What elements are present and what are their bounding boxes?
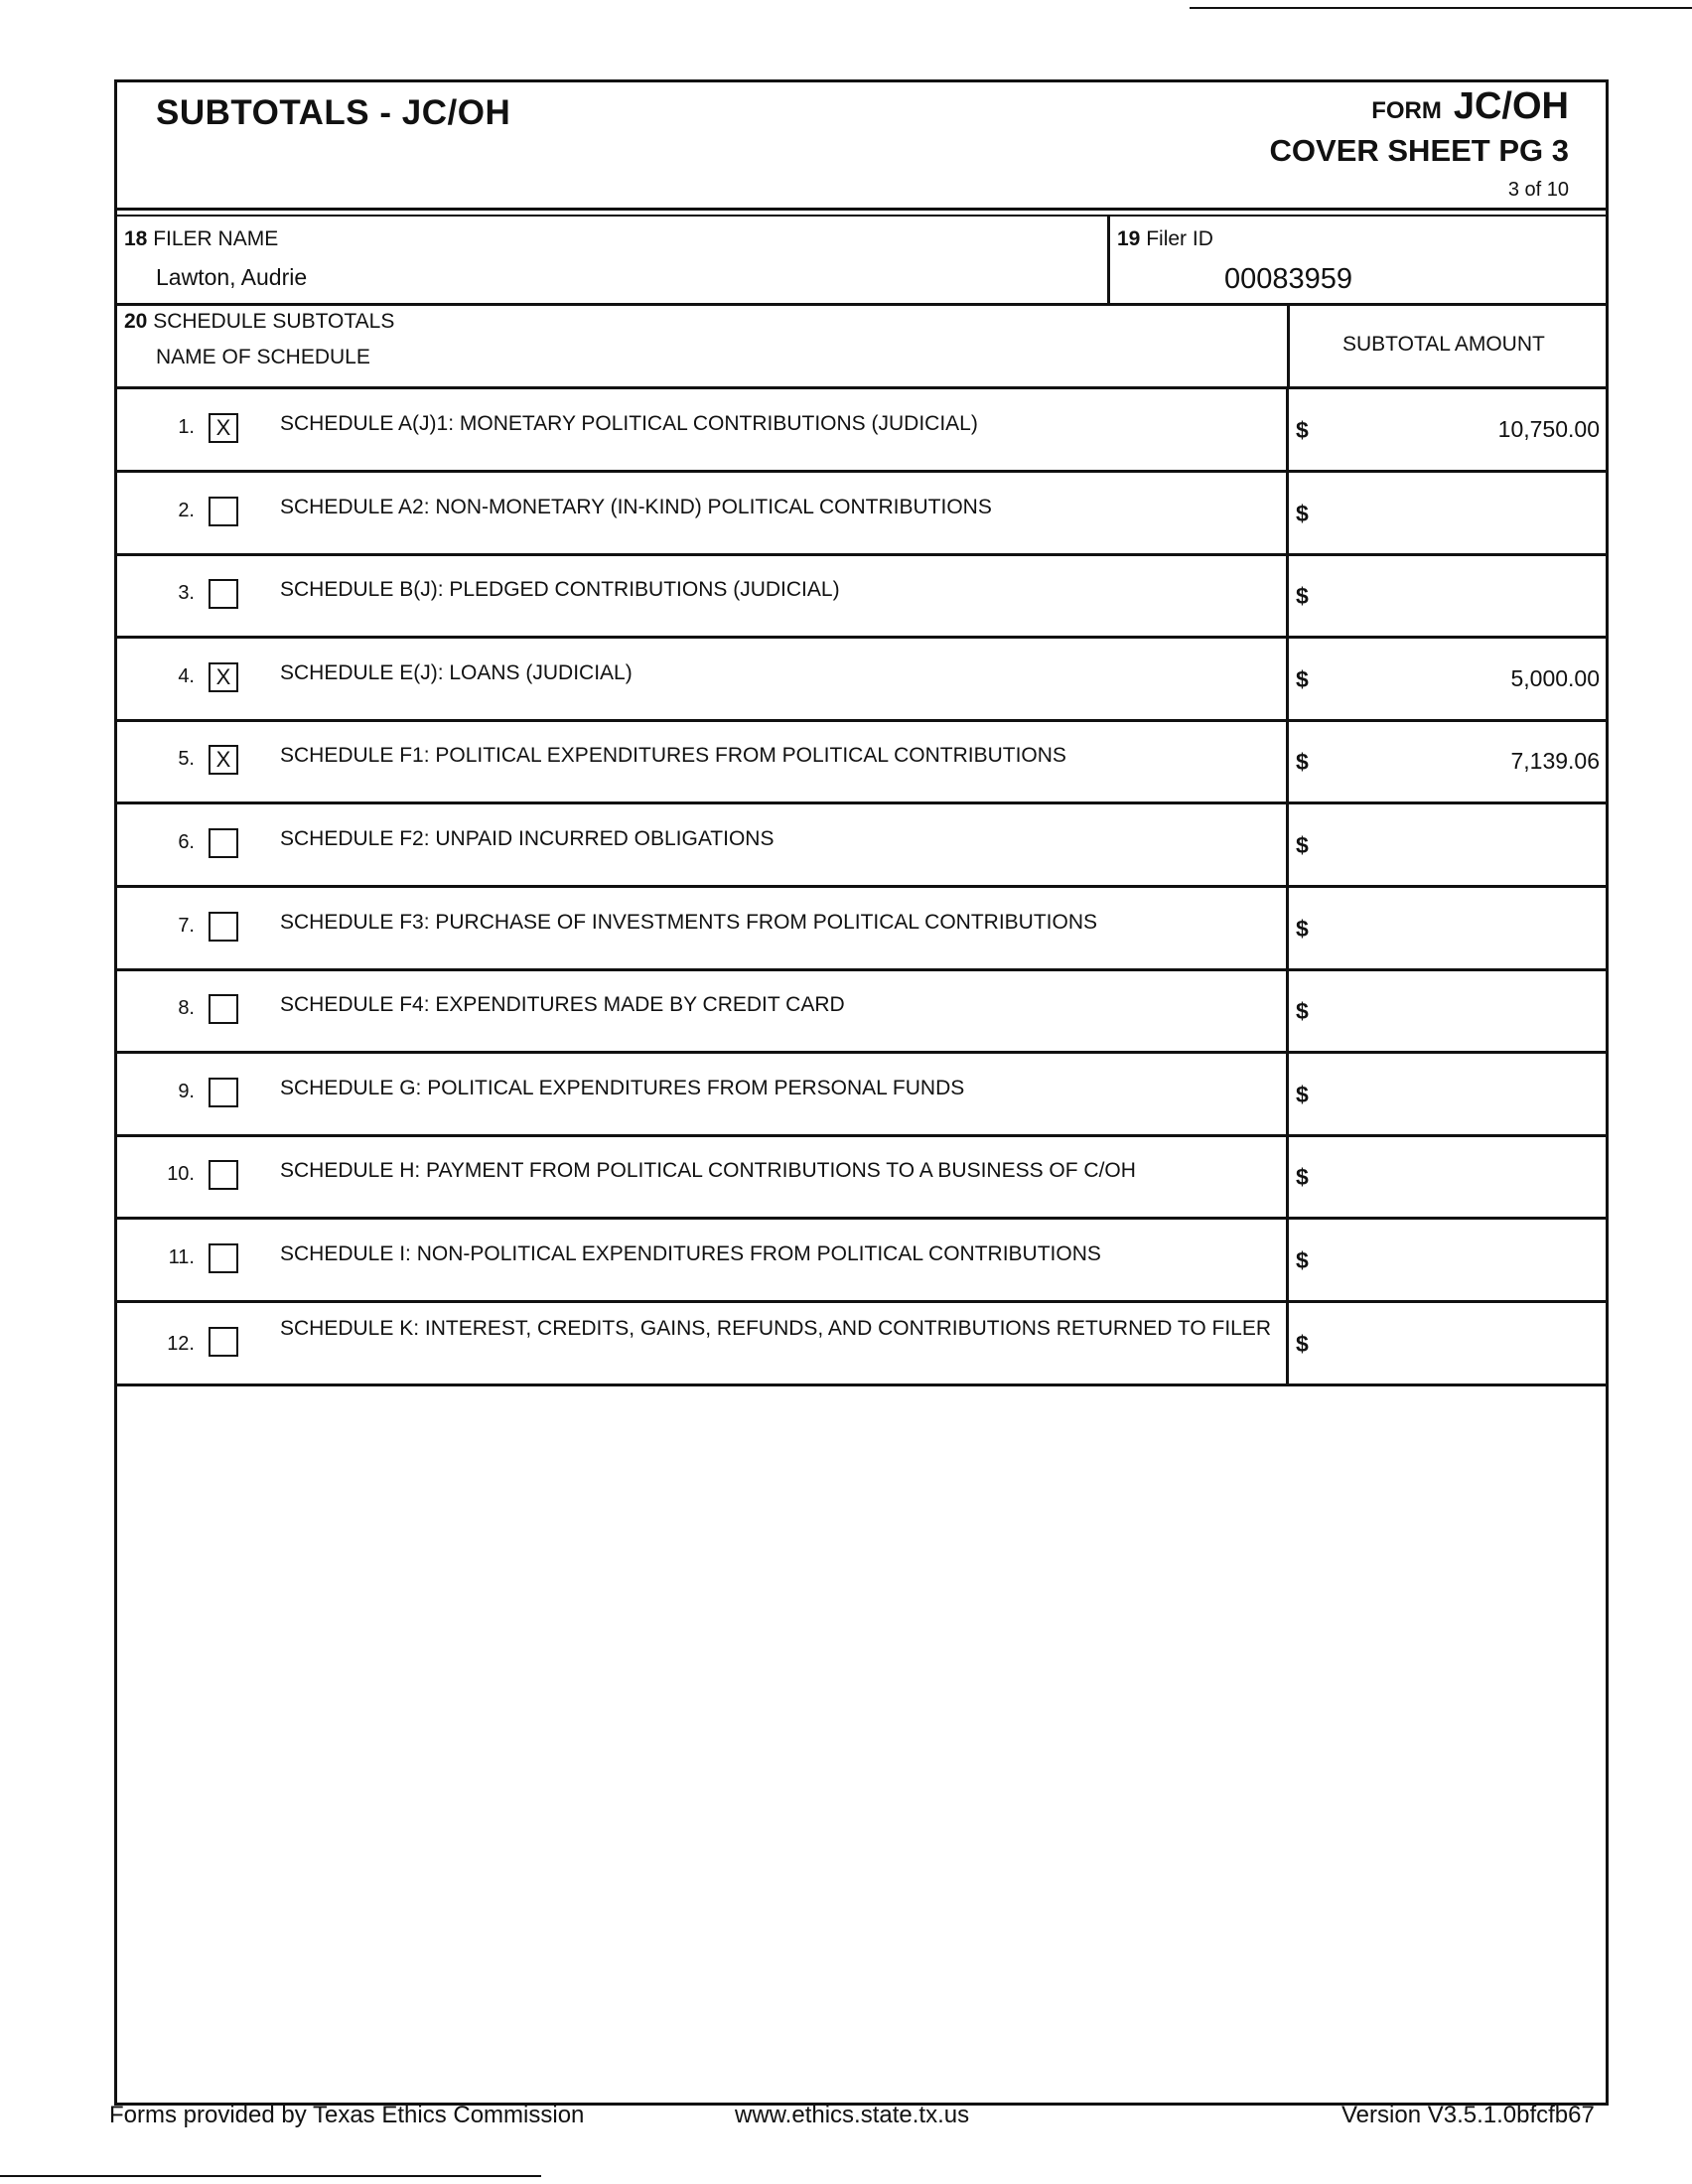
schedule-number: 6. bbox=[178, 831, 195, 853]
schedule-row bbox=[117, 888, 1606, 971]
footer-version: Version V3.5.1.0bfcfb67 bbox=[1341, 2102, 1595, 2128]
schedule-checkbox[interactable]: X bbox=[209, 745, 238, 775]
schedule-checkbox[interactable] bbox=[209, 912, 238, 942]
filer-id-value: 00083959 bbox=[1224, 263, 1353, 295]
amount-column-divider bbox=[1286, 1054, 1289, 1137]
schedule-row bbox=[117, 721, 1606, 804]
schedule-name: SCHEDULE F3: PURCHASE OF INVESTMENTS FROM POLITICAL CONTRIBUTIONS bbox=[280, 911, 1097, 934]
filer-name-label: 18 FILER NAME bbox=[124, 227, 279, 250]
schedule-checkbox[interactable] bbox=[209, 1160, 238, 1190]
schedule-number: 4. bbox=[178, 665, 195, 687]
subtotal-amount: 5,000.00 bbox=[1510, 665, 1600, 691]
schedule-row bbox=[117, 1136, 1606, 1220]
schedule-name: SCHEDULE F4: EXPENDITURES MADE BY CREDIT CARD bbox=[280, 993, 845, 1016]
amount-column-divider bbox=[1286, 888, 1289, 971]
subtotal-amount: 10,750.00 bbox=[1497, 416, 1600, 442]
scan-edge-line-top bbox=[1190, 7, 1692, 9]
amount-column-divider bbox=[1286, 639, 1289, 722]
schedule-checkbox[interactable] bbox=[209, 579, 238, 609]
schedule-row bbox=[117, 804, 1606, 888]
footer-url[interactable]: www.ethics.state.tx.us bbox=[735, 2102, 970, 2128]
schedule-number: 1. bbox=[178, 416, 195, 438]
currency-symbol: $ bbox=[1296, 749, 1309, 775]
schedule-row bbox=[117, 555, 1606, 639]
schedule-number: 3. bbox=[178, 582, 195, 604]
scan-edge-line-bottom bbox=[0, 2175, 541, 2177]
schedule-name: SCHEDULE G: POLITICAL EXPENDITURES FROM PERSONAL FUNDS bbox=[280, 1077, 965, 1099]
form-identifier bbox=[1371, 85, 1569, 128]
currency-symbol: $ bbox=[1296, 916, 1309, 942]
schedule-name: SCHEDULE H: PAYMENT FROM POLITICAL CONTRIBUTIONS TO A BUSINESS OF C/OH bbox=[280, 1159, 1136, 1182]
schedule-checkbox[interactable] bbox=[209, 994, 238, 1024]
amount-column-divider bbox=[1286, 473, 1289, 556]
form-code: JC/OH bbox=[1453, 85, 1569, 127]
filer-divider bbox=[1107, 217, 1110, 304]
currency-symbol: $ bbox=[1296, 1331, 1309, 1357]
schedule-row bbox=[117, 1303, 1606, 1386]
amount-column-divider bbox=[1286, 804, 1289, 888]
amount-column-divider bbox=[1286, 389, 1289, 473]
amount-column-divider bbox=[1286, 1303, 1289, 1386]
schedule-name: SCHEDULE F2: UNPAID INCURRED OBLIGATIONS bbox=[280, 827, 775, 850]
form-label: FORM bbox=[1371, 97, 1442, 124]
schedule-row bbox=[117, 1054, 1606, 1137]
filer-bottom-rule bbox=[117, 303, 1606, 306]
schedule-name: SCHEDULE E(J): LOANS (JUDICIAL) bbox=[280, 661, 633, 684]
amount-column-divider bbox=[1286, 555, 1289, 639]
currency-symbol: $ bbox=[1296, 501, 1309, 526]
currency-symbol: $ bbox=[1296, 583, 1309, 609]
schedule-checkbox[interactable] bbox=[209, 1078, 238, 1107]
schedule-name: SCHEDULE K: INTEREST, CREDITS, GAINS, REFUNDS, AND CONTRIBUTIONS RETURNED TO FILER bbox=[280, 1317, 1272, 1340]
filer-id-label: 19 Filer ID bbox=[1117, 227, 1213, 250]
amount-column-divider bbox=[1286, 721, 1289, 804]
schedule-number: 7. bbox=[178, 915, 195, 937]
schedule-row bbox=[117, 639, 1606, 722]
schedule-name: SCHEDULE B(J): PLEDGED CONTRIBUTIONS (JUDICIAL) bbox=[280, 578, 840, 601]
currency-symbol: $ bbox=[1296, 832, 1309, 858]
schedule-row bbox=[117, 473, 1606, 556]
schedule-subtotals-label: 20 SCHEDULE SUBTOTALS bbox=[124, 310, 395, 333]
amount-column-divider bbox=[1286, 970, 1289, 1054]
schedule-name: SCHEDULE A2: NON-MONETARY (IN-KIND) POLITICAL CONTRIBUTIONS bbox=[280, 496, 992, 518]
schedule-checkbox[interactable] bbox=[209, 1243, 238, 1273]
schedule-checkbox[interactable] bbox=[209, 828, 238, 858]
schedule-number: 11. bbox=[168, 1246, 195, 1268]
currency-symbol: $ bbox=[1296, 666, 1309, 692]
schedule-row bbox=[117, 1220, 1606, 1303]
currency-symbol: $ bbox=[1296, 1082, 1309, 1107]
schedule-name: SCHEDULE I: NON-POLITICAL EXPENDITURES FROM POLITICAL CONTRIBUTIONS bbox=[280, 1242, 1101, 1265]
amount-column-divider bbox=[1286, 1220, 1289, 1303]
currency-symbol: $ bbox=[1296, 1164, 1309, 1190]
schedule-name: SCHEDULE A(J)1: MONETARY POLITICAL CONTRIBUTIONS (JUDICIAL) bbox=[280, 412, 978, 435]
schedule-number: 2. bbox=[178, 500, 195, 521]
schedule-checkbox[interactable]: X bbox=[209, 413, 238, 443]
subtotal-amount: 7,139.06 bbox=[1510, 748, 1600, 774]
currency-symbol: $ bbox=[1296, 998, 1309, 1024]
row-divider bbox=[117, 1383, 1606, 1386]
schedule-number: 8. bbox=[178, 997, 195, 1019]
schedule-number: 12. bbox=[167, 1333, 195, 1355]
schedule-row bbox=[117, 389, 1606, 473]
cover-sheet-label: COVER SHEET PG 3 bbox=[1269, 133, 1569, 168]
currency-symbol: $ bbox=[1296, 417, 1309, 443]
page-title: SUBTOTALS - JC/OH bbox=[156, 93, 511, 132]
schedule-checkbox[interactable] bbox=[209, 1327, 238, 1357]
schedule-number: 9. bbox=[178, 1081, 195, 1102]
schedule-checkbox[interactable] bbox=[209, 497, 238, 526]
filer-name-value: Lawton, Audrie bbox=[156, 264, 308, 290]
header-divider-inner bbox=[117, 215, 1606, 217]
schedule-row bbox=[117, 970, 1606, 1054]
schedule-number: 5. bbox=[178, 748, 195, 770]
amount-column-divider bbox=[1286, 1136, 1289, 1220]
currency-symbol: $ bbox=[1296, 1247, 1309, 1273]
name-of-schedule-label: NAME OF SCHEDULE bbox=[156, 346, 370, 368]
page-count: 3 of 10 bbox=[1507, 179, 1569, 201]
subtotal-amount-header: SUBTOTAL AMOUNT bbox=[1342, 333, 1545, 356]
schedule-name: SCHEDULE F1: POLITICAL EXPENDITURES FROM POLITICAL CONTRIBUTIONS bbox=[280, 744, 1066, 767]
schedule-number: 10. bbox=[167, 1163, 195, 1185]
footer-provider: Forms provided by Texas Ethics Commission bbox=[109, 2102, 585, 2128]
schedule-checkbox[interactable]: X bbox=[209, 662, 238, 692]
amount-column-divider bbox=[1287, 306, 1290, 388]
header-divider bbox=[117, 208, 1606, 211]
